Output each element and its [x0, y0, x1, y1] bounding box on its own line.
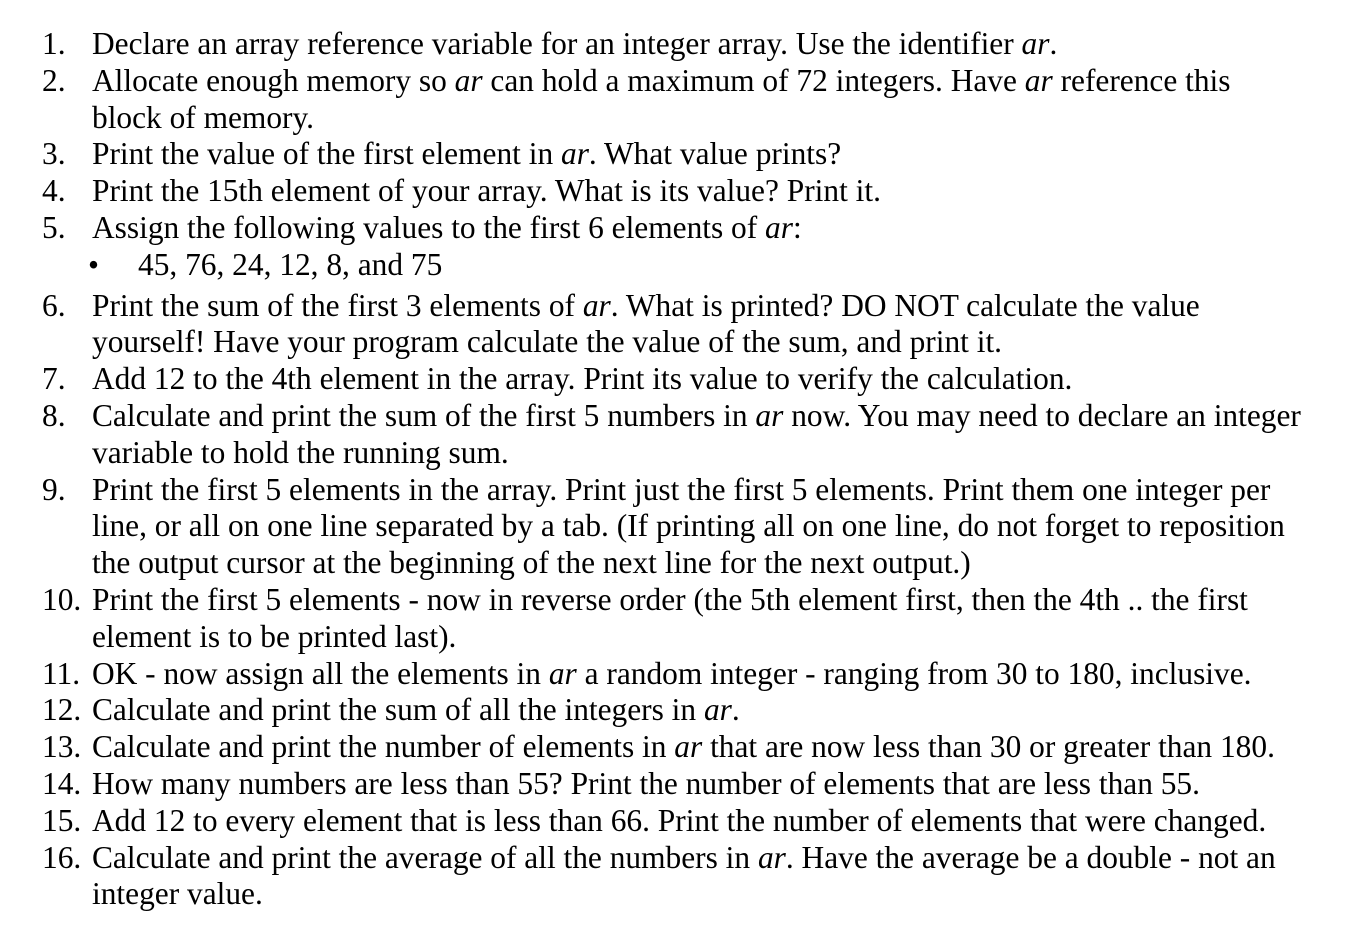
item-number: 9. — [42, 471, 66, 507]
item-text-line — [92, 619, 1341, 656]
text-segment: . What value prints? — [588, 136, 842, 172]
identifier-ar: ar — [1021, 26, 1050, 61]
list-item — [42, 472, 1341, 582]
item-text-line — [138, 247, 1341, 284]
text-segment: Calculate and print the number of elements in — [92, 729, 675, 765]
bullet-marker: • — [88, 246, 99, 282]
text-segment: now. You may need to declare an integer — [783, 397, 1301, 433]
item-text-line — [92, 173, 1341, 210]
item-number: 4. — [42, 173, 66, 209]
item-text-line — [92, 210, 1341, 247]
item-number: 6. — [42, 287, 66, 323]
text-segment: Calculate and print the sum of the first 5 numbers in — [92, 397, 756, 433]
text-segment: Add 12 to every element that is less than 66. Print the number of elements that were changed. — [92, 802, 1267, 838]
text-segment: Print the first 5 elements in the array. Print just the first 5 elements. Print them one integer per — [92, 471, 1271, 507]
text-segment: yourself! Have your program calculate the value of the sum, and print it. — [92, 324, 1003, 360]
item-text-line — [92, 288, 1341, 325]
list-item — [42, 398, 1341, 472]
item-number: 2. — [42, 62, 66, 98]
list-item — [42, 361, 1341, 398]
identifier-ar: ar — [454, 62, 483, 98]
item-number: 5. — [42, 209, 66, 245]
identifier-ar: ar — [765, 209, 793, 245]
identifier-ar: ar — [755, 397, 784, 433]
text-segment: element is to be printed last). — [92, 618, 457, 654]
list-item — [42, 692, 1341, 729]
item-text-line — [92, 729, 1341, 766]
identifier-ar: ar — [703, 692, 732, 728]
item-number: 7. — [42, 361, 66, 397]
text-segment: variable to hold the running sum. — [92, 434, 509, 470]
item-text-line — [92, 472, 1341, 509]
item-text-line — [92, 840, 1341, 877]
list-item — [42, 582, 1341, 656]
text-segment: . — [1049, 26, 1058, 61]
item-text-line — [92, 656, 1341, 693]
item-text-line — [92, 324, 1341, 361]
text-segment: Print the first 5 elements - now in reverse order (the 5th element first, then the 4th .. the first — [92, 581, 1248, 617]
text-segment: reference this — [1052, 62, 1231, 98]
item-text-line — [92, 26, 1341, 63]
item-text-line — [92, 398, 1341, 435]
text-segment: block of memory. — [92, 99, 315, 135]
item-number: 15. — [42, 802, 82, 838]
item-text-line — [92, 803, 1341, 840]
item-number: 13. — [42, 729, 82, 765]
text-segment: Print the sum of the first 3 elements of — [92, 287, 583, 323]
item-text-line — [92, 435, 1341, 472]
text-segment: that are now less than 30 or greater than 180. — [702, 729, 1275, 765]
text-segment: . — [731, 692, 740, 728]
item-text-line — [92, 100, 1341, 137]
list-item — [42, 26, 1341, 63]
item-text-line — [92, 766, 1341, 803]
text-segment: Print the value of the first element in — [92, 136, 561, 172]
text-segment: line, or all on one line separated by a tab. (If printing all on one line, do not forget to reposition — [92, 508, 1285, 544]
item-text-line — [92, 876, 1341, 913]
item-number: 11. — [42, 655, 81, 691]
text-segment: can hold a maximum of 72 integers. Have — [482, 62, 1025, 98]
text-segment: Calculate and print the sum of all the integers in — [92, 692, 704, 728]
item-number: 12. — [42, 692, 82, 728]
text-segment: Calculate and print the average of all the numbers in — [92, 839, 758, 875]
text-segment: Allocate enough memory so — [92, 62, 455, 98]
item-number: 8. — [42, 397, 66, 433]
identifier-ar: ar — [548, 655, 577, 691]
text-segment: How many numbers are less than 55? Print the number of elements that are less than 55. — [92, 765, 1200, 801]
text-segment: Assign the following values to the first 6 elements of — [92, 209, 766, 245]
identifier-ar: ar — [561, 136, 589, 172]
list-item — [42, 729, 1341, 766]
text-segment: . What is printed? DO NOT calculate the value — [610, 287, 1200, 323]
item-text-line — [92, 63, 1341, 100]
item-text-line — [92, 136, 1341, 173]
item-number: 1. — [42, 26, 66, 61]
item-number: 16. — [42, 839, 82, 875]
identifier-ar: ar — [757, 839, 786, 875]
text-segment: : — [792, 209, 802, 245]
text-segment: integer value. — [92, 876, 263, 912]
text-segment: Declare an array reference variable for an integer array. Use the identifier — [92, 26, 1022, 61]
item-text-line — [92, 361, 1341, 398]
list-item — [42, 63, 1341, 137]
item-number: 14. — [42, 765, 82, 801]
item-text-line — [92, 692, 1341, 729]
text-segment: a random integer - ranging from 30 to 180, inclusive. — [576, 655, 1252, 691]
text-segment: Add 12 to the 4th element in the array. Print its value to verify the calculation. — [92, 361, 1073, 397]
item-text-line — [92, 545, 1341, 582]
list-item — [42, 173, 1341, 210]
item-text-line — [92, 582, 1341, 619]
text-segment: 45, 76, 24, 12, 8, and 75 — [138, 246, 443, 282]
list-item — [42, 136, 1341, 173]
text-segment: . Have the average be a double - not an — [785, 839, 1276, 875]
text-segment: Print the 15th element of your array. What is its value? Print it. — [92, 173, 881, 209]
identifier-ar: ar — [582, 287, 611, 323]
instruction-list — [42, 26, 1341, 913]
list-item — [42, 288, 1341, 362]
list-item — [42, 656, 1341, 693]
list-item — [42, 766, 1341, 803]
identifier-ar: ar — [674, 729, 703, 765]
identifier-ar: ar — [1024, 62, 1053, 98]
list-item — [42, 840, 1341, 914]
list-item — [42, 803, 1341, 840]
bullet-item — [42, 247, 1341, 284]
item-number: 3. — [42, 136, 66, 172]
item-text-line — [92, 508, 1341, 545]
text-segment: the output cursor at the beginning of the next line for the next output.) — [92, 545, 971, 581]
list-item — [42, 210, 1341, 247]
item-number: 10. — [42, 581, 82, 617]
text-segment: OK - now assign all the elements in — [92, 655, 549, 691]
